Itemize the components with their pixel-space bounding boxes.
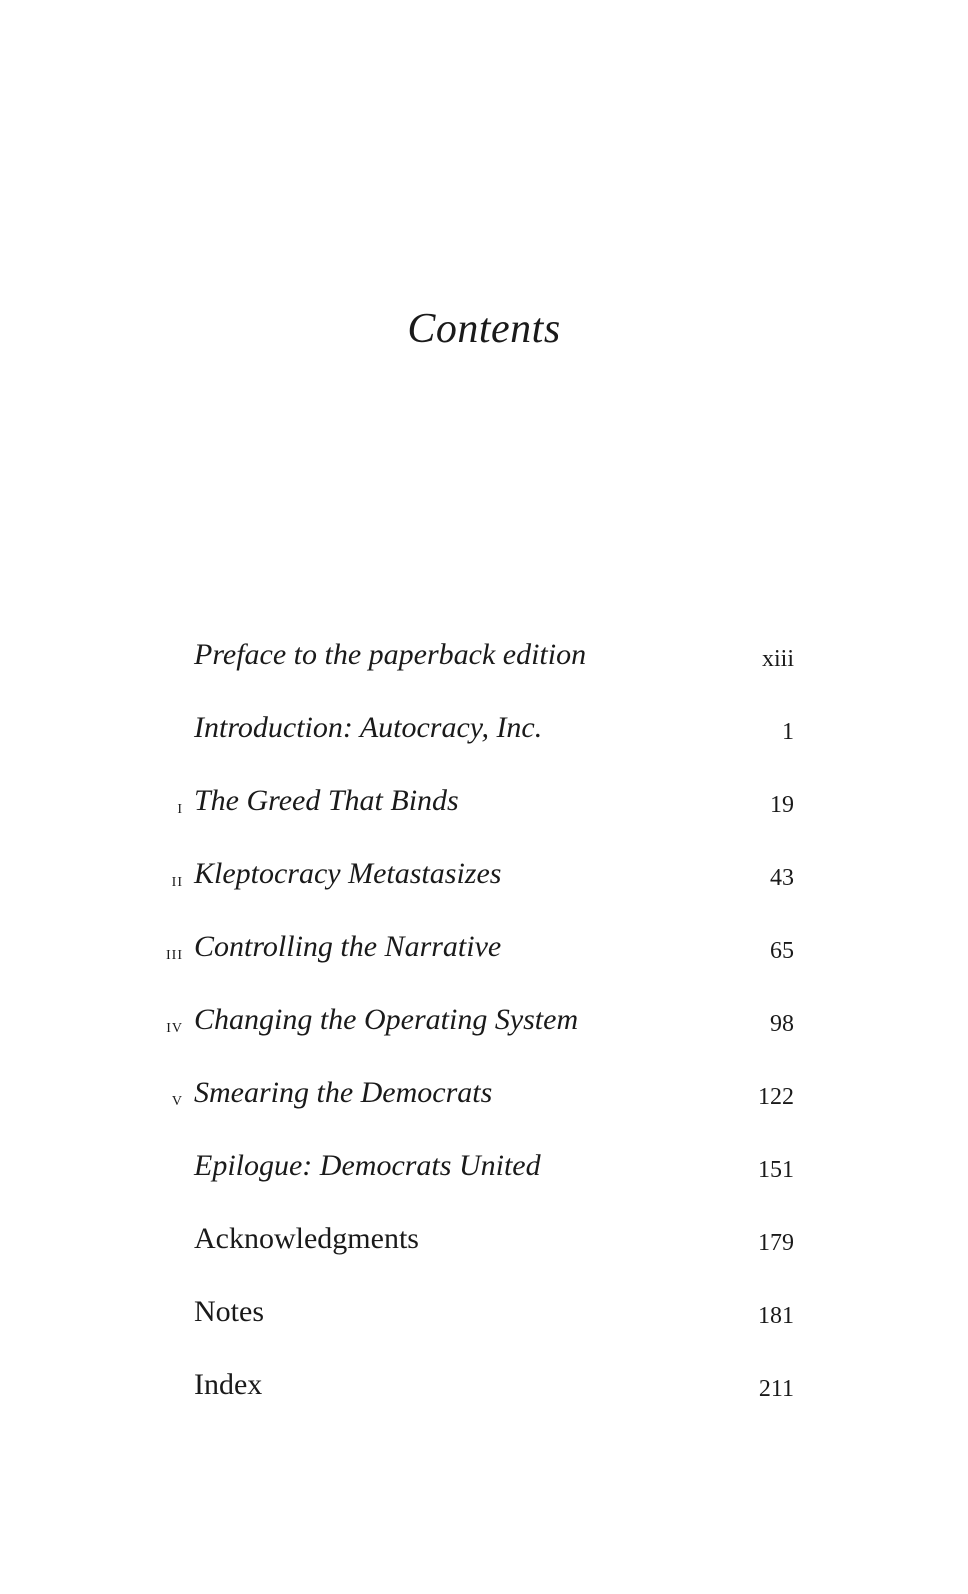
toc-entry — [0, 1076, 968, 1138]
chapter-number: v — [171, 1088, 183, 1110]
toc-entry — [0, 638, 968, 700]
toc-entry — [0, 1295, 968, 1357]
entry-title: Kleptocracy Metastasizes — [194, 857, 502, 890]
toc-entry — [0, 930, 968, 992]
toc-entry — [0, 1368, 968, 1430]
entry-page-number: 1 — [782, 719, 794, 745]
entry-page-number: 181 — [758, 1303, 794, 1329]
entry-page-number: 65 — [770, 938, 794, 964]
entry-title: Index — [194, 1368, 263, 1401]
chapter-number: ii — [171, 869, 183, 891]
entry-page-number: 43 — [770, 865, 794, 891]
entry-title: Notes — [194, 1295, 264, 1328]
entry-page-number: 122 — [758, 1084, 794, 1110]
entry-page-number: 98 — [770, 1011, 794, 1037]
chapter-number: i — [177, 796, 183, 818]
entry-title: Smearing the Democrats — [194, 1076, 493, 1109]
toc-entry — [0, 1003, 968, 1065]
entry-title: Acknowledgments — [194, 1222, 419, 1255]
toc-entry — [0, 711, 968, 773]
page-title: Contents — [407, 306, 561, 352]
entry-page-number: 151 — [758, 1157, 794, 1183]
chapter-number: iii — [166, 942, 183, 964]
entry-title: Epilogue: Democrats United — [194, 1149, 541, 1182]
chapter-number: iv — [166, 1015, 183, 1037]
entry-title: The Greed That Binds — [194, 784, 459, 817]
entry-page-number: 211 — [758, 1376, 794, 1402]
entry-title: Preface to the paperback edition — [194, 638, 587, 671]
toc-entry — [0, 1149, 968, 1211]
toc-entry — [0, 1222, 968, 1284]
entry-page-number: 19 — [770, 792, 794, 818]
entry-title: Introduction: Autocracy, Inc. — [194, 711, 543, 744]
entry-page-number: 179 — [758, 1230, 794, 1256]
entry-title: Controlling the Narrative — [194, 930, 502, 963]
toc-entry — [0, 784, 968, 846]
toc-entry — [0, 857, 968, 919]
entry-title: Changing the Operating System — [194, 1003, 579, 1036]
entry-page-number: xiii — [761, 646, 794, 672]
